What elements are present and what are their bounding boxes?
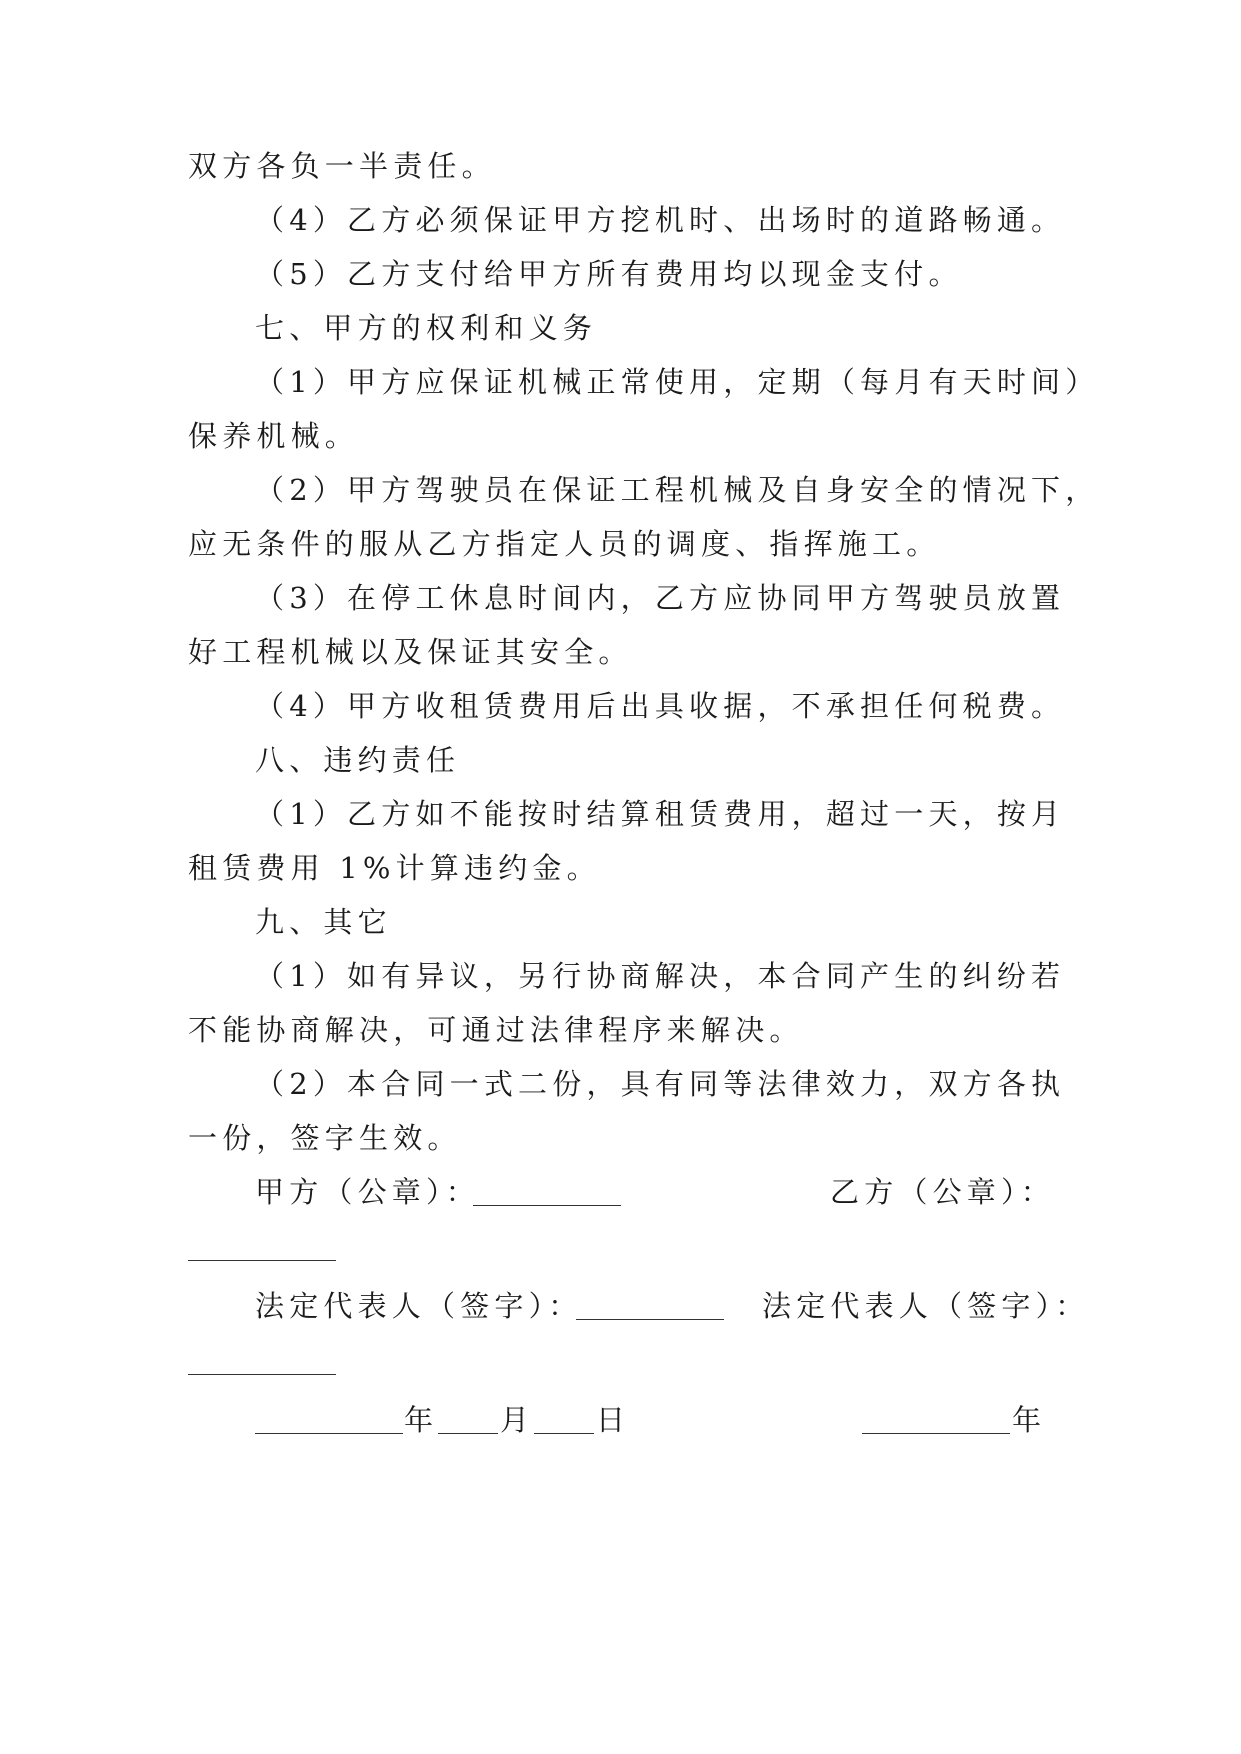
legal-rep-a-label: 法定代表人（签字）：: [255, 1289, 583, 1323]
paragraph-line: 应无条件的服从乙方指定人员的调度、指挥施工。: [188, 527, 941, 561]
paragraph-line: 一份，签字生效。: [188, 1121, 462, 1155]
paragraph-line: 双方各负一半责任。: [188, 149, 496, 183]
month-blank: [438, 1433, 498, 1434]
legal-rep-a-blank: [576, 1319, 724, 1320]
party-a-seal-label: 甲方（公章）：: [255, 1175, 480, 1209]
paragraph-line: 不能协商解决，可通过法律程序来解决。: [188, 1013, 804, 1047]
section-heading: 八、违约责任: [255, 743, 461, 777]
paragraph-line: （5）乙方支付给甲方所有费用均以现金支付。: [255, 257, 963, 291]
paragraph-line: （1）乙方如不能按时结算租赁费用，超过一天，按月: [255, 797, 1066, 831]
paragraph-line: （1）如有异议，另行协商解决，本合同产生的纠纷若: [255, 959, 1066, 993]
paragraph-line: （4）乙方必须保证甲方挖机时、出场时的道路畅通。: [255, 203, 1066, 237]
day-label: 日: [596, 1403, 631, 1437]
legal-rep-b-blank: [188, 1374, 336, 1375]
section-heading: 九、其它: [255, 905, 392, 939]
year-b-label: 年: [1012, 1403, 1047, 1437]
paragraph-line: （2）甲方驾驶员在保证工程机械及自身安全的情况下，: [255, 473, 1100, 507]
paragraph-line: 保养机械。: [188, 419, 360, 453]
year-blank: [255, 1433, 403, 1434]
legal-rep-b-label: 法定代表人（签字）：: [762, 1289, 1090, 1323]
paragraph-line: （3）在停工休息时间内，乙方应协同甲方驾驶员放置: [255, 581, 1066, 615]
year-label: 年: [404, 1403, 439, 1437]
party-a-seal-blank: [473, 1205, 621, 1206]
day-blank: [534, 1433, 594, 1434]
party-b-seal-label: 乙方（公章）：: [830, 1175, 1055, 1209]
month-label: 月: [500, 1403, 535, 1437]
party-b-seal-blank: [188, 1260, 336, 1261]
year-b-blank: [862, 1433, 1010, 1434]
paragraph-line: 好工程机械以及保证其安全。: [188, 635, 633, 669]
paragraph-line: （1）甲方应保证机械正常使用，定期（每月有天时间）: [255, 365, 1100, 399]
paragraph-line: （2）本合同一式二份，具有同等法律效力，双方各执: [255, 1067, 1066, 1101]
paragraph-line: 租赁费用 1%计算违约金。: [188, 851, 601, 885]
section-heading: 七、甲方的权利和义务: [255, 311, 598, 345]
paragraph-line: （4）甲方收租赁费用后出具收据，不承担任何税费。: [255, 689, 1066, 723]
